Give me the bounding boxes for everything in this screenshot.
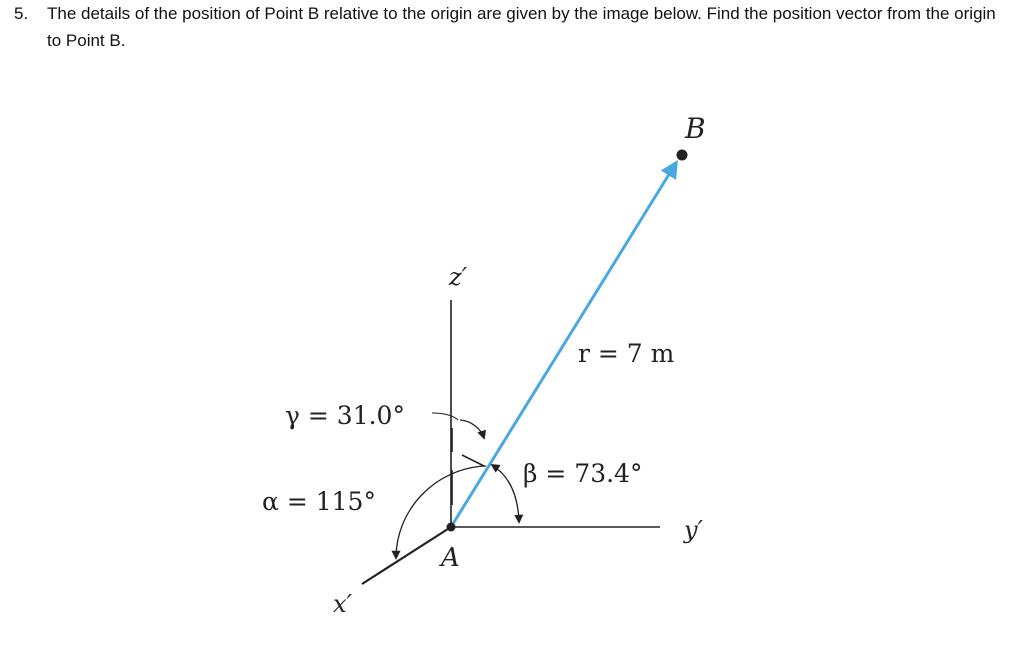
point-b-label: B [685,112,706,145]
y-axis-label: y′ [684,516,704,544]
x-axis [362,527,451,584]
r-label: r = 7 m [578,339,675,368]
origin-point-a [447,523,456,532]
beta-tick [462,455,484,466]
gamma-arc [460,420,484,438]
question-text: The details of the position of Point B relative to the origin are given by the image below. Find the position vector from the origin to Point B. [47,4,996,50]
z-axis-label: z′ [449,263,468,291]
origin-label-a: A [441,543,460,573]
gamma-label: γ = 31.0° [285,401,405,430]
alpha-label: α = 115° [262,487,376,516]
beta-label: β = 73.4° [523,459,643,488]
x-axis-label: x′ [333,590,352,618]
gamma-leader [432,413,458,420]
beta-arc [492,465,519,522]
point-b [677,150,688,161]
question-number: 5. [14,4,29,23]
